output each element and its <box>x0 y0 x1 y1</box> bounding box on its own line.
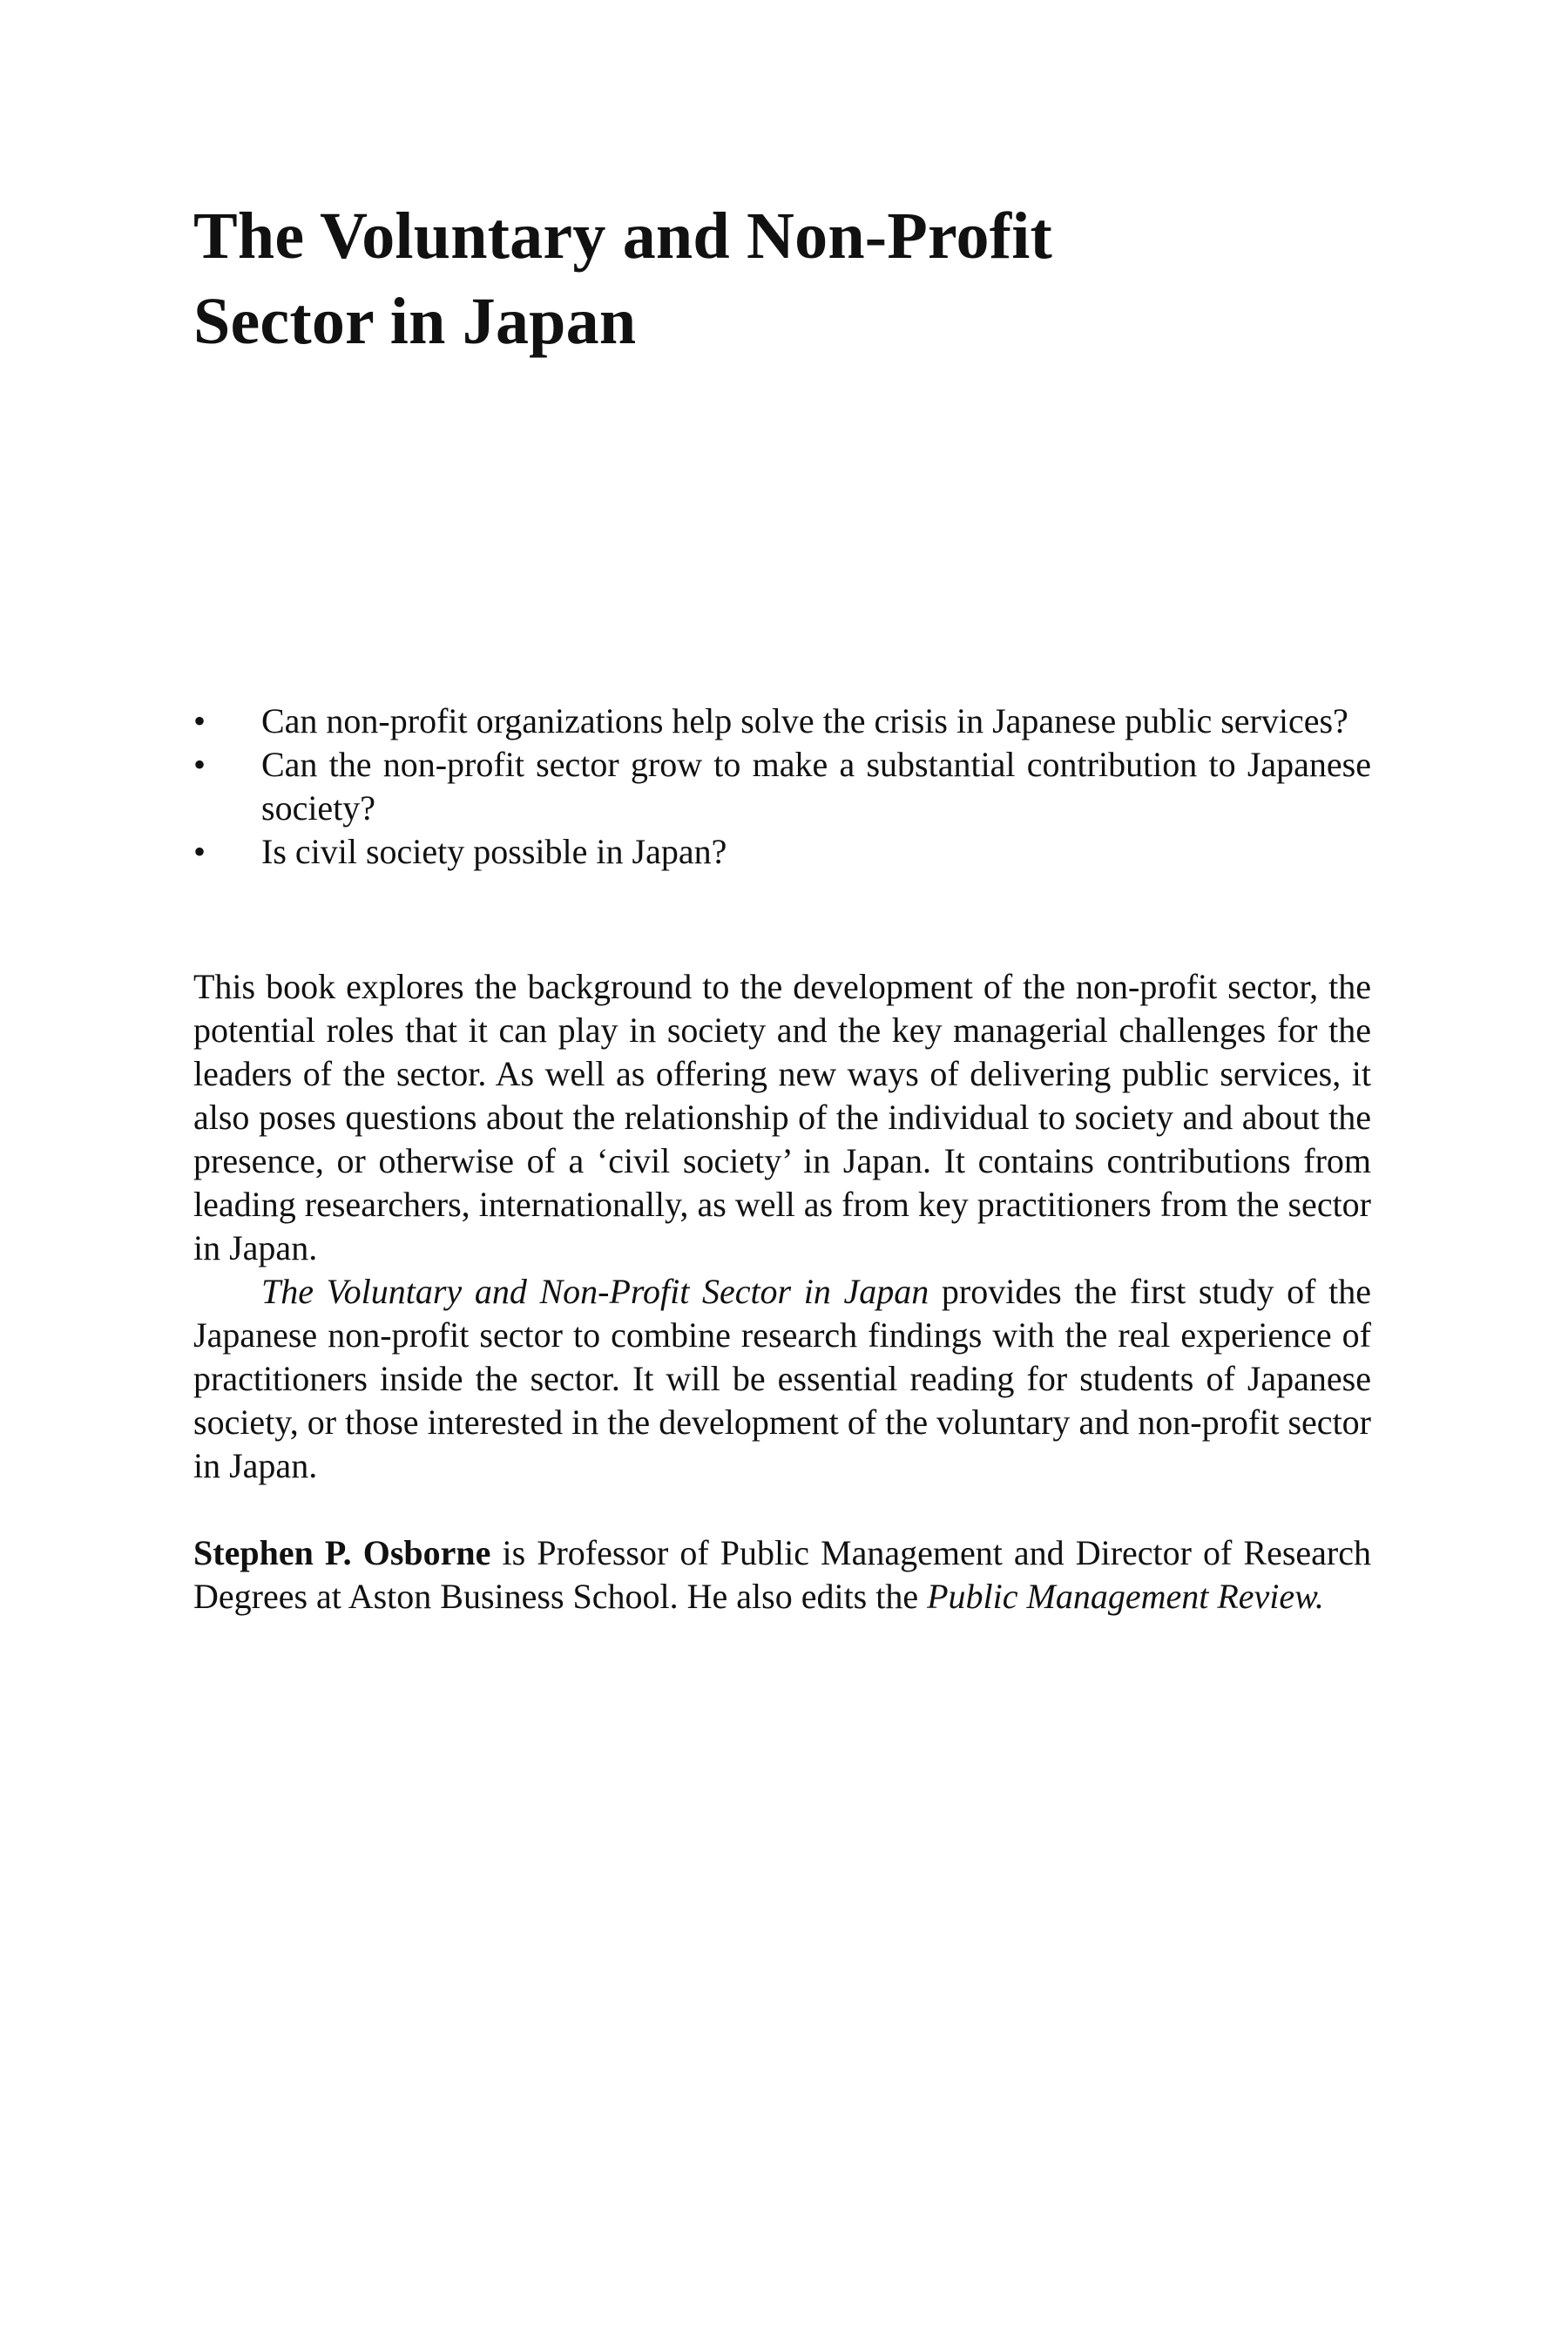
book-title-line-1: The Voluntary and Non-Profit <box>193 199 1053 273</box>
question-text: Is civil society possible in Japan? <box>261 832 727 871</box>
description-paragraph-2 <box>193 1270 1371 1488</box>
question-item <box>193 700 1371 743</box>
question-list <box>193 700 1371 874</box>
author-name: Stephen P. Osborne <box>193 1533 491 1572</box>
bullet-icon: • <box>193 745 206 784</box>
question-text: Can the non-profit sector grow to make a substantial contribution to Japanese society? <box>261 745 1371 828</box>
author-bio <box>193 1531 1371 1619</box>
description-paragraph-1: This book explores the background to the development of the non-profit sector, the potential roles that it can play in society and the key managerial challenges for the leaders of the sector. As well as offering new ways of delivering public services, it also poses questions about the relationship of the individual to society and about the presence, or otherwise of a ‘civil society’ in Japan. It contains contributions from leading researchers, internationally, as well as from key practitioners from the sector in Japan. <box>193 967 1371 1267</box>
question-text: Can non-profit organizations help solve the crisis in Japanese public services? <box>261 701 1348 740</box>
book-title-reference: The Voluntary and Non-Profit Sector in Japan <box>261 1272 929 1311</box>
bullet-icon: • <box>193 832 206 871</box>
journal-title: Public Management Review. <box>927 1577 1324 1616</box>
question-item <box>193 830 1371 874</box>
description <box>193 965 1371 1619</box>
question-item <box>193 743 1371 830</box>
book-title-line-2: Sector in Japan <box>193 285 637 358</box>
author-bio-text: is Professor of Public Management and Director of Research Degrees at Aston Business School. He also edits the <box>193 1533 1371 1616</box>
bullet-icon: • <box>193 701 206 740</box>
book-title <box>193 193 1413 364</box>
description-paragraph-2-text: provides the first study of the Japanese non-profit sector to combine research findings with the real experience of practitioners inside the sector. It will be essential reading for students of Japanese society, or those interested in the development of the voluntary and non-profit sector in Japan. <box>193 1272 1371 1485</box>
